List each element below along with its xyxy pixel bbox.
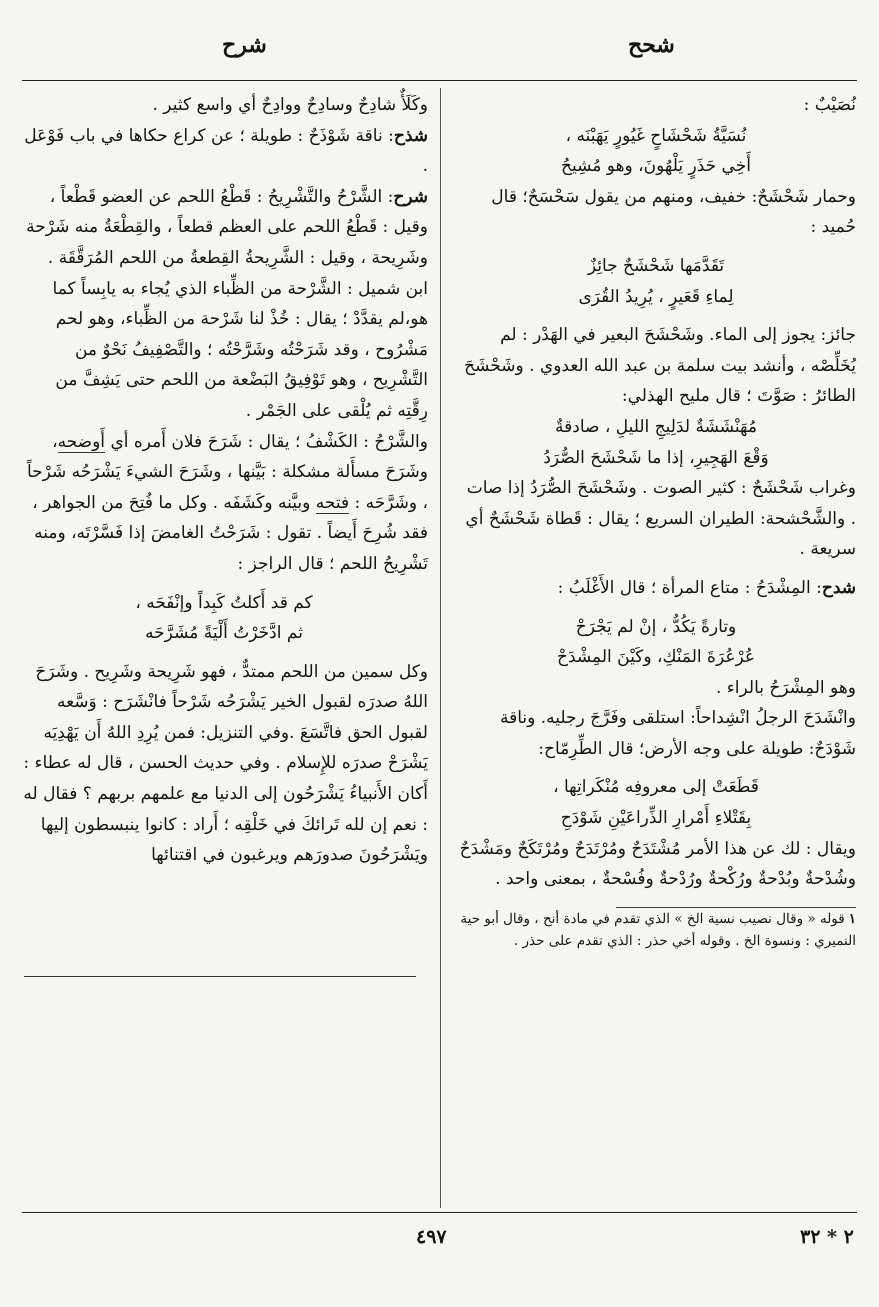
- footnote-number: ١: [848, 910, 856, 927]
- verse-line: نُسَيَّةُ شَحْشَاحٍ غَيُورٍ يَهَبْنَه ،: [565, 125, 747, 146]
- paragraph: وحمار شَحْشَحٌ: خفيف، ومنهم من يقول سَحْسَحٌ؛ قال حُميد :: [491, 186, 856, 238]
- footer-divider: [22, 1212, 857, 1213]
- text-run: والشَّرْحُ : الكَشْفُ ؛ يقال : شَرَحَ فلان أَمره أي: [110, 431, 428, 452]
- header-right-title: شحح: [628, 32, 675, 58]
- paragraph: نُصَيْبٌ :: [803, 95, 856, 115]
- headword: شرح: [393, 186, 428, 207]
- verse-line: وتارةً يَكُدُّ ، إنْ لم يَجْرَحْ: [575, 616, 737, 637]
- paragraph: ابن شميل : الشَّرْحة من الظِّباء الذي يُجاء به يابِساً كما هو،لم يقدَّدْ ؛ يقال : خُذْ لنا شَرْحة من الظِّباء، وهو لحم مَشْرُوح ، وقد شَرَحْتُه وشَرَّحْتُه ؛ والتَّصْفِيفُ نَحْوٌ من التَّشْرِيح ، وهو تَوْفِيقُ البَضْعة من اللحم حتى يَشِفَّ من رِقَّتِه ثم يُلْقى على الجَمْر .: [52, 278, 428, 421]
- verse-line: وَقْعَ الهَجِيرِ، إذا ما شَحْشَحَ الصُّرَدُ: [543, 447, 769, 468]
- left-column: [20, 90, 428, 871]
- entry-shrh: [20, 182, 428, 274]
- paragraph: [20, 427, 428, 580]
- verse-line: أَخِي حَذَرٍ يَلْهُونَ، وهو مُشِيحُ: [561, 156, 751, 177]
- paragraph: وكل سمين من اللحم ممتدٌّ ، فهو شَرِيحة وشَرِيح . وشَرَحَ اللهُ صدرَه لقبول الخير يَشْرَحُه شَرْحاً فانْشَرَح : وَسَّعه لقبول الحق فاتَّسَعَ .وفي التنزيل: فمن يُرِدِ اللهُ أَن يَهْدِيَه يَشْرَحْ صدرَه للإِسلام . وفي حديث الحسن ، قال له عطاء : أَكان الأَنبياءُ يَشْرَحُون إلى الدنيا مع علمهم بربهم ؟ فقال له : نعم إن لله تَرائكَ في خَلْقِه ؛ أَراد : كانوا ينبسطون إليها ويَشْرَحُونَ صدورَهم ويرغبون في اقتنائها: [23, 661, 428, 866]
- text-run: ، وشَرَحَ مسأَلة مشكلة : بَيَّنها ، وشَرَحَ الشيءَ يَشْرَحُه شَرْحاً ، وشَرَّحَه :: [26, 431, 428, 513]
- column-divider: [440, 88, 441, 1208]
- header-divider: [22, 80, 857, 81]
- paragraph: وغراب شَحْشَحٌ : كثير الصوت . وشَحْشَحَ الصُّرَدُ إذا صات . والشَّحْشحة: الطيران السريع ؛ يقال : قَطاة شَحْشَحٌ أي سريعة .: [465, 478, 856, 560]
- headword: شدح: [821, 577, 856, 598]
- paragraph: ويقال : لك عن هذا الأمر مُشْتَدَحٌ ومُرْتَدَحٌ ومُرْتَكَحٌ ومَشْدَحٌ وشُدْحةٌ وبُدْحةٌ ورُكْحةٌ ورُدْحةٌ وفُسْحةٌ ، بمعنى واحد .: [459, 838, 856, 890]
- headword: شذح: [393, 125, 428, 146]
- text-run: وبيَّنه وكَشَفَه . وكل ما فُتِحَ من الجواهر ، فقد شُرِحَ أَيضاً . تقول : شَرَحْتُ الغامضَ إذا فَسَّرْتَه، ومنه تَشْرِيحُ اللحم ؛ قال الراجز :: [32, 492, 428, 574]
- verse-line: ثم ادَّخَرْتُ أَلْيَةً مُشَرَّحَه: [145, 623, 303, 644]
- signature-mark: ٢ * ٣٢: [800, 1226, 854, 1248]
- verse-line: بِقَتْلاءِ أَمْرارِ الذِّراعَيْنِ شَوْدَحِ: [560, 808, 752, 829]
- footnote-text: قوله « وقال نصيب نسية الخ » الذي تقدم في مادة أنح ، وقال أبو حية النميري : ونسوة الخ . وقوله أخي حذر : الذي تقدم على حذر .: [460, 910, 856, 949]
- paragraph: وانْشَدَحَ الرجلُ انْشِداحاً: استلقى وفَرَّجَ رجليه. وناقة شَوْدَحٌ: طويلة على وجه الأرض؛ قال الطِّرِمّاح:: [499, 708, 856, 759]
- verse-line: مُهَنْشَشَةٌ لدَلِيجِ الليلِ ، صادقةٌ: [555, 416, 757, 437]
- paragraph: وهو المِشْرَحُ بالراء .: [715, 677, 856, 698]
- verse-line: لِماءِ قَعَيرٍ ، يُرِيدُ القُرَى: [578, 286, 734, 307]
- handwritten-underline: [24, 976, 416, 977]
- verse-line: تَقَدَّمَها شَحْشَحٌ جائِزٌ: [587, 255, 725, 276]
- entry-shdh2: [20, 121, 428, 182]
- page-number: ٤٩٧: [416, 1226, 447, 1248]
- entry-shdh: [456, 573, 856, 604]
- entry-text: : ناقة شَوْذَحٌ : طويلة ؛ عن كراع حكاها في باب فَوْعَل .: [24, 125, 428, 177]
- verse-line: عُرْعُرَةَ المَنْكِ، وكَيْنَ المِشْدَحْ: [556, 647, 755, 668]
- right-column: [456, 90, 856, 952]
- verse-line: قَطَعَتْ إلى معروفِه مُنْكَراتِها ،: [553, 777, 759, 798]
- paragraph: وكَلَأٌ شادِحٌ وسادِحٌ ووادِحٌ أي واسع كثير .: [152, 95, 428, 115]
- header-left-title: شرح: [222, 32, 267, 58]
- paragraph: جائز: يجوز إلى الماء. وشَحْشَحَ البعير في الهَدْر : لم يُخَلِّصْه ، وأنشد بيت سلمة بن عبد الله العدوي . وشَحْشَحَ الطائرُ : صَوَّتَ ؛ قال مليح الهذلي:: [464, 325, 856, 407]
- verse-line: كم قد أَكلتُ كَبِداً وإنْفَحَه ،: [135, 592, 313, 613]
- underlined-word: أَوضحه: [57, 431, 106, 452]
- entry-text: : الشَّرْحُ والتَّشْرِيحُ : قَطْعُ اللحم عن العضو قَطْعاً ، وقيل : قَطْعُ اللحم على العظم قطعاً ، والقِطْعَةُ منه شَرْحة وشَرِيحة ، وقيل : الشَّرِيحةُ القِطعةُ من اللحم المُرَقَّقَة .: [26, 186, 428, 268]
- circled-word: فتحه: [315, 492, 350, 513]
- footnote: [456, 908, 856, 952]
- entry-text: : المِشْدَحُ : متاع المرأة ؛ قال الأَغْلَبُ :: [557, 577, 822, 598]
